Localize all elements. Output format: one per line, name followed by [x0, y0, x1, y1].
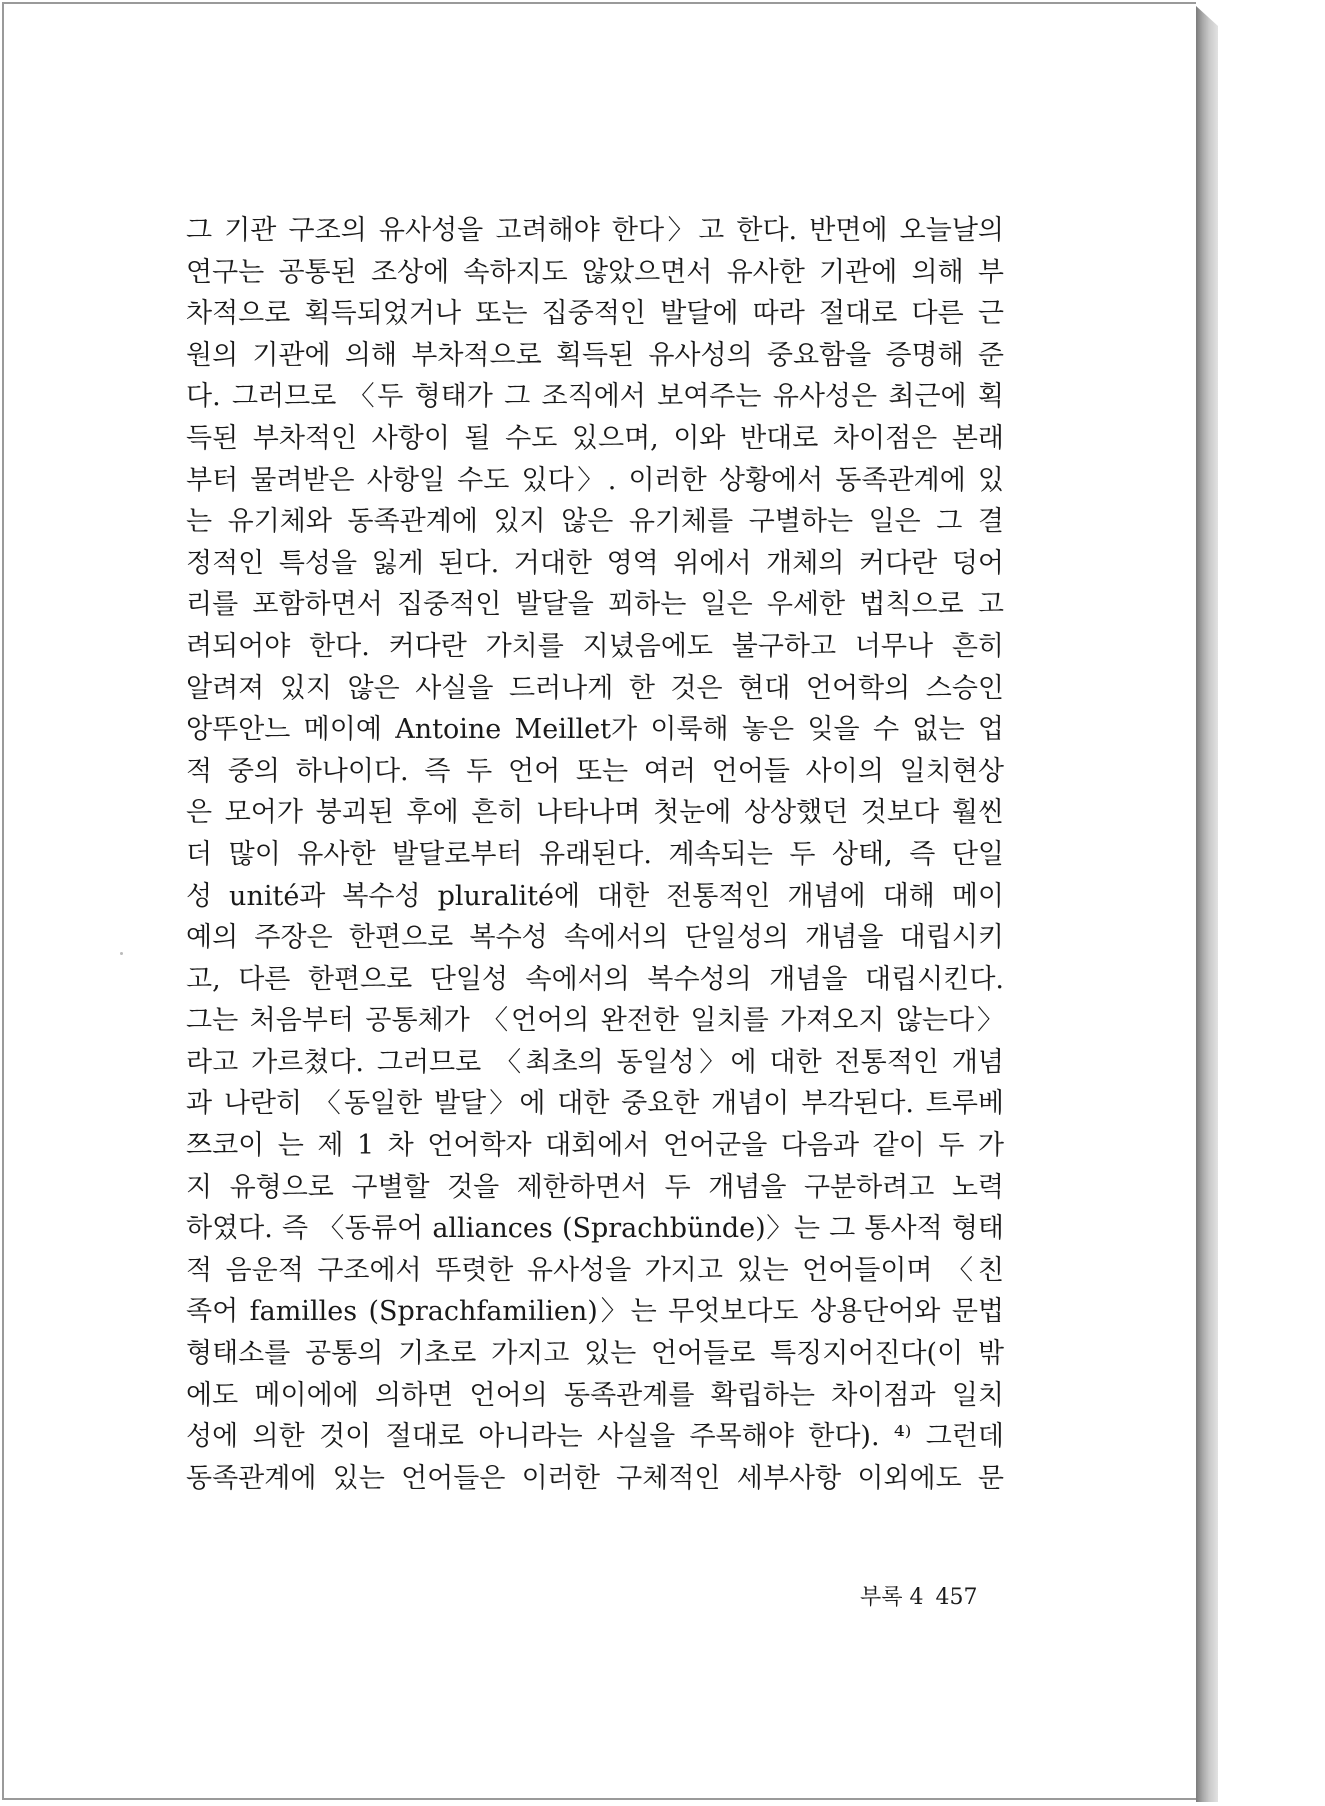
text-line: 형태소를 공통의 기초로 가지고 있는 언어들로 특징지어진다(이 밖 [186, 1338, 1004, 1370]
page-footer [860, 1580, 990, 1611]
text-line: 성 unité과 복수성 pluralité에 대한 전통적인 개념에 대해 메이 [186, 880, 1004, 912]
text-line: 다. 그러므로 〈두 형태가 그 조직에서 보여주는 유사성은 최근에 획 [186, 381, 1004, 413]
text-line: 동족관계에 있는 언어들은 이러한 구체적인 세부사항 이외에도 문 [186, 1462, 1004, 1494]
page-number: 457 [935, 1585, 978, 1610]
text-line: 더 많이 유사한 발달로부터 유래된다. 계속되는 두 상태, 즉 단일 [186, 838, 1004, 870]
text-line: 연구는 공통된 조상에 속하지도 않았으면서 유사한 기관에 의해 부 [186, 256, 1004, 288]
text-line: 득된 부차적인 사항이 될 수도 있으며, 이와 반대로 차이점은 본래 [186, 422, 1004, 454]
text-line: 지 유형으로 구별할 것을 제한하면서 두 개념을 구분하려고 노력 [186, 1171, 1004, 1203]
scan-speck [120, 952, 123, 955]
text-line: 과 나란히 〈동일한 발달〉에 대한 중요한 개념이 부각된다. 트루베 [186, 1088, 1004, 1120]
text-line: 하였다. 즉 〈동류어 alliances (Sprachbünde)〉는 그 통사적 형태 [186, 1213, 1004, 1245]
text-line: 앙뚜안느 메이예 Antoine Meillet가 이룩해 놓은 잊을 수 없는 업 [186, 714, 1004, 746]
text-line: 은 모어가 붕괴된 후에 흔히 나타나며 첫눈에 상상했던 것보다 훨씬 [186, 797, 1004, 829]
text-line: 적 음운적 구조에서 뚜렷한 유사성을 가지고 있는 언어들이며 〈친 [186, 1254, 1004, 1286]
text-line: 에도 메이에에 의하면 언어의 동족관계를 확립하는 차이점과 일치 [186, 1379, 1004, 1411]
text-line: 그 기관 구조의 유사성을 고려해야 한다〉고 한다. 반면에 오늘날의 [186, 215, 1004, 246]
text-line: 족어 familles (Sprachfamilien)〉는 무엇보다도 상용단어와 문법 [186, 1296, 1004, 1328]
text-line: 알려져 있지 않은 사실을 드러나게 한 것은 현대 언어학의 스승인 [186, 672, 1004, 704]
text-line: 려되어야 한다. 커다란 가치를 지녔음에도 불구하고 너무나 흔히 [186, 630, 1004, 662]
text-line: 성에 의한 것이 절대로 아니라는 사실을 주목해야 한다). ⁴⁾ 그런데 [186, 1421, 1004, 1453]
text-line: 부터 물려받은 사항일 수도 있다〉. 이러한 상황에서 동족관계에 있 [186, 464, 1004, 496]
text-line: 는 유기체와 동족관계에 있지 않은 유기체를 구별하는 일은 그 결 [186, 506, 1004, 538]
text-line: 원의 기관에 의해 부차적으로 획득된 유사성의 중요함을 증명해 준 [186, 339, 1004, 371]
page-edge-shadow [1196, 6, 1218, 1802]
text-line: 그는 처음부터 공통체가 〈언어의 완전한 일치를 가져오지 않는다〉 [186, 1005, 1004, 1037]
text-line: 예의 주장은 한편으로 복수성 속에서의 단일성의 개념을 대립시키 [186, 922, 1004, 954]
text-line: 리를 포함하면서 집중적인 발달을 꾀하는 일은 우세한 법칙으로 고 [186, 589, 1004, 621]
body-text [186, 210, 1004, 1499]
text-line: 라고 가르쳤다. 그러므로 〈최초의 동일성〉에 대한 전통적인 개념 [186, 1046, 1004, 1078]
text-line: 정적인 특성을 잃게 된다. 거대한 영역 위에서 개체의 커다란 덩어 [186, 547, 1004, 579]
footer-section: 부록 4 [860, 1585, 924, 1610]
text-line: 차적으로 획득되었거나 또는 집중적인 발달에 따라 절대로 다른 근 [186, 298, 1004, 330]
text-line: 적 중의 하나이다. 즉 두 언어 또는 여러 언어들 사이의 일치현상 [186, 755, 1004, 787]
text-line: 고, 다른 한편으로 단일성 속에서의 복수성의 개념을 대립시킨다. [186, 963, 1004, 995]
text-line: 쯔코이 는 제 1 차 언어학자 대회에서 언어군을 다음과 같이 두 가 [186, 1130, 1004, 1162]
